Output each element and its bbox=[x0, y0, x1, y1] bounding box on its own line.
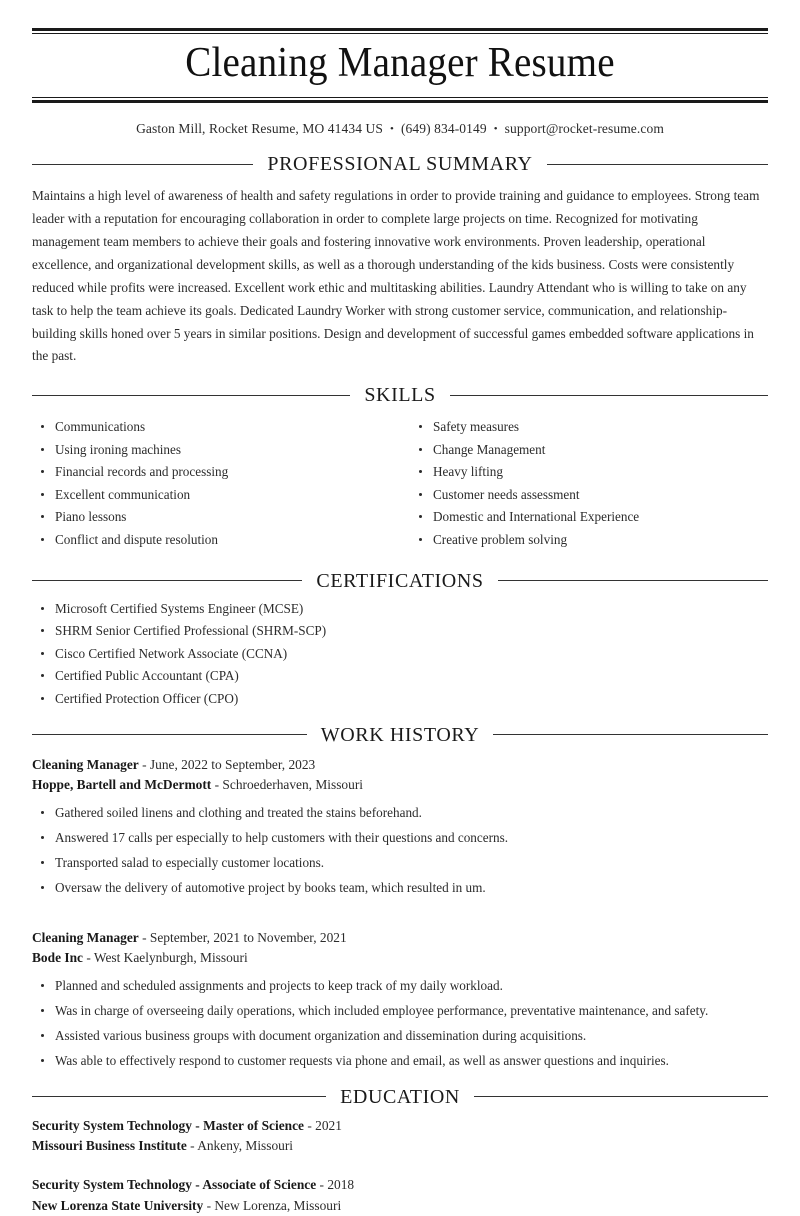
job-title-line bbox=[32, 755, 768, 775]
list-item: Financial records and processing bbox=[32, 463, 390, 481]
list-item: SHRM Senior Certified Professional (SHRM-SCP) bbox=[32, 622, 768, 640]
divider-rule-left bbox=[32, 734, 307, 735]
list-item: Conflict and dispute resolution bbox=[32, 531, 390, 549]
divider-rule-right bbox=[547, 164, 768, 165]
list-item: Assisted various business groups with document organization and dissemination during acquisitions. bbox=[32, 1027, 768, 1045]
list-item: Oversaw the delivery of automotive project by books team, which resulted in um. bbox=[32, 879, 768, 897]
job-location: - Schroederhaven, Missouri bbox=[214, 776, 364, 792]
job-company-line bbox=[32, 948, 768, 968]
skills-column-left bbox=[32, 414, 390, 553]
list-item: Communications bbox=[32, 418, 390, 436]
list-item: Was in charge of overseeing daily operations, which included employee performance, preventative maintenance, and safety. bbox=[32, 1002, 768, 1020]
section-title-skills: SKILLS bbox=[364, 384, 436, 407]
list-item: Planned and scheduled assignments and projects to keep track of my daily workload. bbox=[32, 977, 768, 995]
education-school-line bbox=[32, 1196, 768, 1216]
divider-rule-left bbox=[32, 395, 350, 396]
skills-list-left bbox=[32, 418, 390, 549]
job-duties-list bbox=[32, 977, 768, 1070]
skills-columns bbox=[32, 414, 768, 553]
list-item: Safety measures bbox=[410, 418, 768, 436]
divider-rule-right bbox=[450, 395, 768, 396]
list-item: Customer needs assessment bbox=[410, 486, 768, 504]
resume-title-block bbox=[32, 28, 768, 103]
certifications-list bbox=[32, 600, 768, 708]
list-item: Using ironing machines bbox=[32, 441, 390, 459]
education-degree: Security System Technology - Master of Science bbox=[32, 1117, 304, 1133]
list-item: Excellent communication bbox=[32, 486, 390, 504]
education-year: - 2018 bbox=[319, 1177, 355, 1193]
contact-phone: (649) 834-0149 bbox=[400, 121, 487, 137]
section-header-certifications bbox=[32, 571, 768, 591]
list-item: Microsoft Certified Systems Engineer (MCSE) bbox=[32, 600, 768, 618]
job-dates: - September, 2021 to November, 2021 bbox=[142, 929, 347, 945]
section-title-summary: PROFESSIONAL SUMMARY bbox=[267, 153, 533, 176]
education-school: Missouri Business Institute bbox=[32, 1138, 187, 1154]
list-item: Was able to effectively respond to customer requests via phone and email, as well as answer questions and inquiries. bbox=[32, 1052, 768, 1070]
contact-separator-2: • bbox=[493, 123, 498, 136]
list-item: Creative problem solving bbox=[410, 531, 768, 549]
divider-rule-right bbox=[498, 580, 768, 581]
list-item: Certified Public Accountant (CPA) bbox=[32, 667, 768, 685]
job-position: Cleaning Manager bbox=[32, 929, 139, 945]
professional-summary-text: Maintains a high level of awareness of health and safety regulations in order to provide training and guidance to employees. Strong team leader with a reputation for encouraging collaboration in order to complete large projects on time. Recognized for motivating management team members to achieve their goals and fostering innovative work environments. Proven leadership, operational excellence, and organizational development skills, as well as a thorough understanding of the kids business. Costs were consistently reduced while profits were increased. Excellent work ethic and multitasking abilities. Laundry Attendant who is willing to take on any task to help the team achieve its goals. Dedicated Laundry Worker with strong customer service, communication, and relationship-building skills honed over 5 years in similar positions. Design and development of successful games embedded software applications in the past. bbox=[32, 188, 760, 364]
contact-info bbox=[32, 121, 768, 137]
work-history-entry bbox=[32, 755, 768, 897]
contact-address: Gaston Mill, Rocket Resume, MO 41434 US bbox=[136, 121, 383, 137]
education-year: - 2021 bbox=[307, 1117, 342, 1133]
education-entry bbox=[32, 1116, 768, 1157]
contact-separator-1: • bbox=[389, 123, 394, 136]
section-header-education bbox=[32, 1087, 768, 1107]
education-school: New Lorenza State University bbox=[32, 1197, 204, 1213]
list-item: Heavy lifting bbox=[410, 463, 768, 481]
job-company-line bbox=[32, 775, 768, 795]
section-title-education: EDUCATION bbox=[340, 1085, 460, 1108]
work-history-entry bbox=[32, 928, 768, 1070]
work-history-spacer bbox=[32, 904, 768, 918]
section-header-summary bbox=[32, 154, 768, 174]
divider-rule-left bbox=[32, 164, 253, 165]
section-title-work-history: WORK HISTORY bbox=[320, 723, 480, 746]
job-title-line bbox=[32, 928, 768, 948]
education-degree-line bbox=[32, 1175, 768, 1195]
section-title-certifications: CERTIFICATIONS bbox=[316, 569, 484, 592]
education-location: - Ankeny, Missouri bbox=[190, 1138, 294, 1154]
job-location: - West Kaelynburgh, Missouri bbox=[86, 949, 248, 965]
job-dates: - June, 2022 to September, 2023 bbox=[142, 756, 316, 772]
divider-rule-left bbox=[32, 1096, 326, 1097]
list-item: Change Management bbox=[410, 441, 768, 459]
divider-rule-left bbox=[32, 580, 302, 581]
job-position: Cleaning Manager bbox=[32, 756, 139, 772]
list-item: Domestic and International Experience bbox=[410, 508, 768, 526]
education-degree: Security System Technology - Associate of Science bbox=[32, 1177, 317, 1193]
education-school-line bbox=[32, 1136, 768, 1156]
list-item: Cisco Certified Network Associate (CCNA) bbox=[32, 645, 768, 663]
list-item: Certified Protection Officer (CPO) bbox=[32, 690, 768, 708]
job-company: Hoppe, Bartell and McDermott bbox=[32, 776, 212, 792]
contact-email: support@rocket-resume.com bbox=[504, 121, 664, 137]
divider-rule-right bbox=[493, 734, 768, 735]
divider-rule-right bbox=[474, 1096, 768, 1097]
skills-column-right bbox=[390, 414, 768, 553]
education-degree-line bbox=[32, 1116, 768, 1136]
page-title: Cleaning Manager Resume bbox=[185, 40, 615, 86]
education-location: - New Lorenza, Missouri bbox=[206, 1197, 342, 1213]
resume-page bbox=[0, 28, 800, 1213]
job-company: Bode Inc bbox=[32, 949, 83, 965]
section-header-work-history bbox=[32, 725, 768, 745]
education-entry bbox=[32, 1175, 768, 1216]
list-item: Answered 17 calls per especially to help customers with their questions and concerns. bbox=[32, 829, 768, 847]
job-duties-list bbox=[32, 804, 768, 897]
section-header-skills bbox=[32, 385, 768, 405]
list-item: Gathered soiled linens and clothing and treated the stains beforehand. bbox=[32, 804, 768, 822]
skills-list-right bbox=[410, 418, 768, 549]
list-item: Piano lessons bbox=[32, 508, 390, 526]
list-item: Transported salad to especially customer locations. bbox=[32, 854, 768, 872]
